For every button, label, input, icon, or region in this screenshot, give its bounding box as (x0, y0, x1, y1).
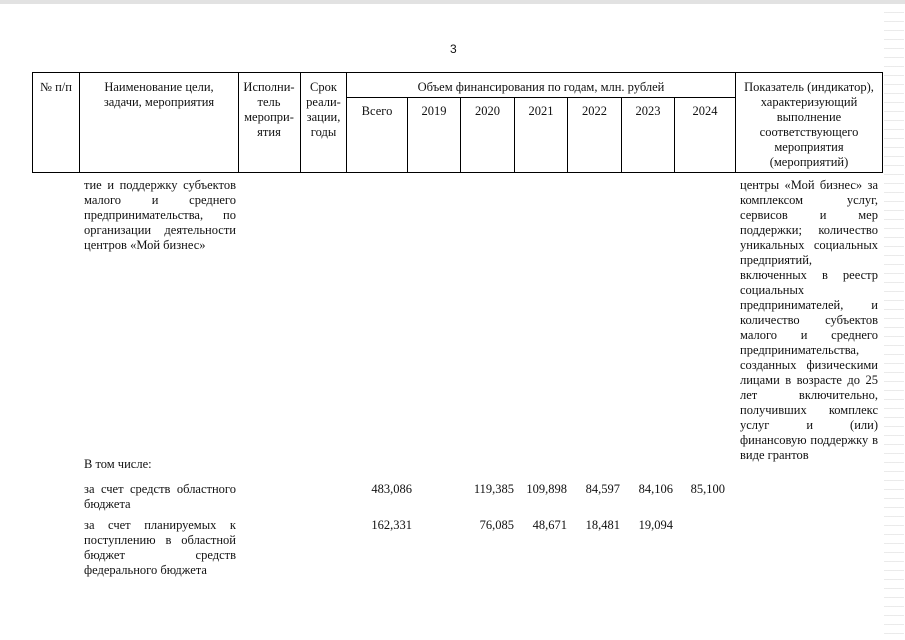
header-year: 2024 (692, 104, 718, 118)
value-2020: 119,385 (473, 482, 514, 496)
value-2022: 84,597 (585, 482, 620, 496)
value-total: 162,331 (371, 518, 412, 532)
header-funding-title: Объем финансирования по годам, млн. рублей (417, 80, 665, 94)
header-term: Срок реали- зации, годы (306, 80, 341, 139)
header-year: 2020 (475, 104, 500, 118)
header-year: 2021 (528, 104, 554, 118)
value-2021: 109,898 (526, 482, 567, 496)
indicator-description: центры «Мой бизнес» за комплексом услуг, сервисов и мер поддержки; количество уникальных социальных предприятий, включенных в реестр социальных предпринимателей, и количество субъектов малого и среднего предпринимательства, созданных физическими лицами в возрасте до 25 лет включительно, получивших комплекс услуг и (или) финансовую поддержку в виде грантов (740, 178, 878, 462)
header-total: Всего (361, 104, 393, 118)
value-2021: 48,671 (532, 518, 567, 532)
column-divider (79, 72, 80, 172)
header-bottom-line (32, 172, 882, 173)
including-label: В том числе: (84, 457, 152, 471)
header-executor: Исполни- тель меропри- ятия (243, 80, 295, 139)
value-2024: 85,100 (690, 482, 725, 496)
value-2023: 19,094 (638, 518, 673, 532)
funding-source-label: за счет планируемых к поступлению в областной бюджет средств федерального бюджета (84, 518, 236, 577)
header-num: № п/п (40, 80, 72, 94)
value-total: 483,086 (371, 482, 412, 496)
column-divider (238, 72, 239, 172)
column-divider (300, 72, 301, 172)
header-indicator: Показатель (индикатор), характеризующий выполнение соответствующего мероприятия (мероприятий) (744, 80, 874, 169)
activity-description: тие и поддержку субъектов малого и среднего предпринимательства, по организации деятельности центров «Мой бизнес» (84, 178, 236, 252)
funding-divider (346, 97, 735, 98)
funding-source-label: за счет средств областного бюджета (84, 482, 236, 511)
header-name: Наименование цели, задачи, мероприятия (103, 80, 215, 109)
header-year: 2022 (582, 104, 607, 118)
header-year: 2019 (421, 104, 447, 118)
scan-edge-noise (884, 0, 904, 640)
page-number: 3 (450, 42, 457, 56)
value-2020: 76,085 (479, 518, 514, 532)
column-divider (735, 72, 736, 172)
header-year: 2023 (635, 104, 661, 118)
value-2022: 18,481 (585, 518, 620, 532)
scan-top-edge (0, 0, 905, 4)
value-2023: 84,106 (638, 482, 673, 496)
